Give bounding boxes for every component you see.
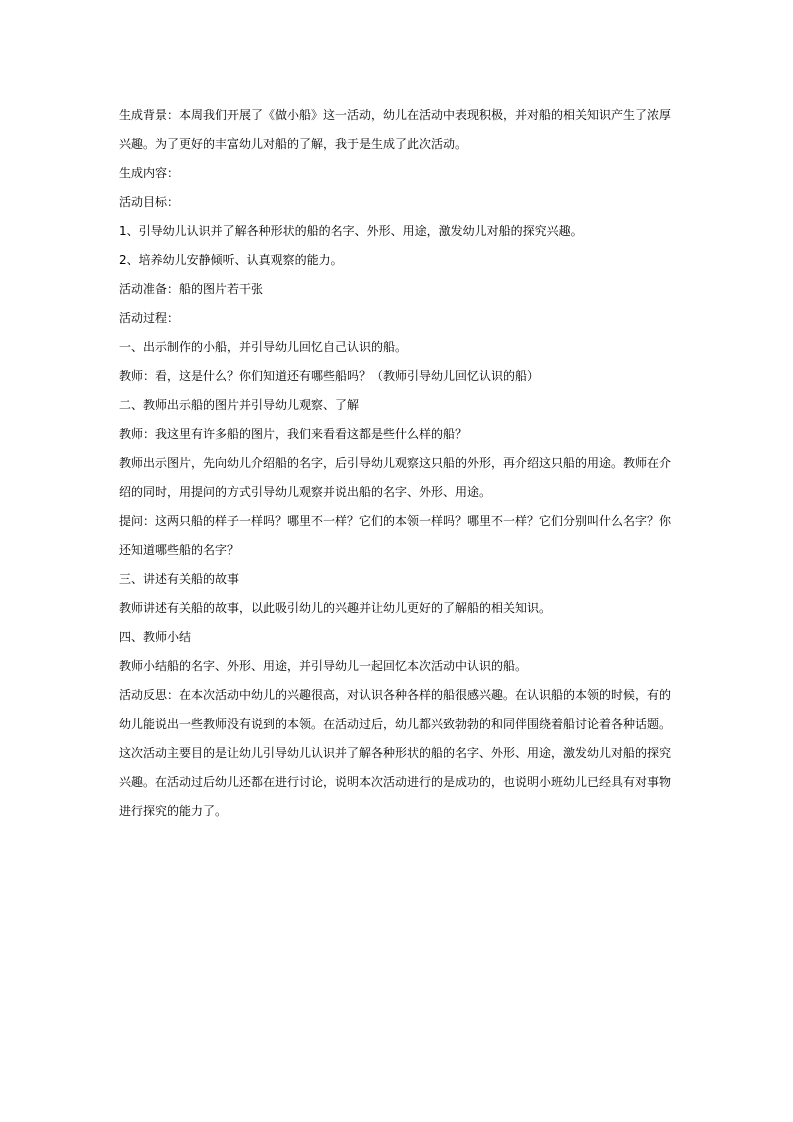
paragraph-step-4: 四、教师小结 xyxy=(119,630,192,644)
paragraph-step-3: 三、讲述有关船的故事 xyxy=(119,572,240,586)
paragraph-step-1-teacher: 教师：看，这是什么？你们知道还有哪些船吗？（教师引导幼儿回忆认识的船） xyxy=(119,369,540,383)
paragraph-step-2-questions: 提问：这两只船的样子一样吗？哪里不一样？它们的本领一样吗？哪里不一样？它们分别叫什么名字？你还知道哪些船的名字？ xyxy=(119,514,672,557)
paragraph-step-2-teacher: 教师：我这里有许多船的图片，我们来看看这都是些什么样的船？ xyxy=(119,427,468,441)
paragraph-step-4-detail: 教师小结船的名字、外形、用途，并引导幼儿一起回忆本次活动中认识的船。 xyxy=(119,659,528,673)
paragraph-step-3-detail: 教师讲述有关船的故事，以此吸引幼儿的兴趣并让幼儿更好的了解船的相关知识。 xyxy=(119,601,552,615)
paragraph-step-2: 二、教师出示船的图片并引导幼儿观察、了解 xyxy=(119,398,360,412)
paragraph-content-heading: 生成内容： xyxy=(119,166,180,180)
paragraph-step-1: 一、出示制作的小船，并引导幼儿回忆自己认识的船。 xyxy=(119,340,408,354)
paragraph-step-2-detail: 教师出示图片，先向幼儿介绍船的名字，后引导幼儿观察这只船的外形，再介绍这只船的用途。教师在介绍的同时，用提问的方式引导幼儿观察并说出船的名字、外形、用途。 xyxy=(119,456,672,499)
paragraph-reflection: 活动反思：在本次活动中幼儿的兴趣很高，对认识各种各样的船很感兴趣。在认识船的本领的时候，有的幼儿能说出一些教师没有说到的本领。在活动过后，幼儿都兴致勃勃的和同伴围绕着船讨论着各种话题。这次活动主要目的是让幼儿引导幼儿认识并了解各种形状的船的名字、外形、用途，激发幼儿对船的探究兴趣。在活动过后幼儿还都在进行讨论，说明本次活动进行的是成功的，也说明小班幼儿已经具有对事物进行探究的能力了。 xyxy=(119,688,672,818)
paragraph-preparation: 活动准备：船的图片若干张 xyxy=(119,282,264,296)
paragraph-process-heading: 活动过程： xyxy=(119,311,180,325)
paragraph-goals-heading: 活动目标： xyxy=(119,195,180,209)
paragraph-background: 生成背景：本周我们开展了《做小船》这一活动，幼儿在活动中表现积极，并对船的相关知识产生了浓厚兴趣。为了更好的丰富幼儿对船的了解，我于是生成了此次活动。 xyxy=(119,108,672,151)
paragraph-goal-2: 2、培养幼儿安静倾听、认真观察的能力。 xyxy=(119,253,343,267)
document-body xyxy=(119,101,675,826)
paragraph-goal-1: 1、引导幼儿认识并了解各种形状的船的名字、外形、用途，激发幼儿对船的探究兴趣。 xyxy=(119,224,583,238)
